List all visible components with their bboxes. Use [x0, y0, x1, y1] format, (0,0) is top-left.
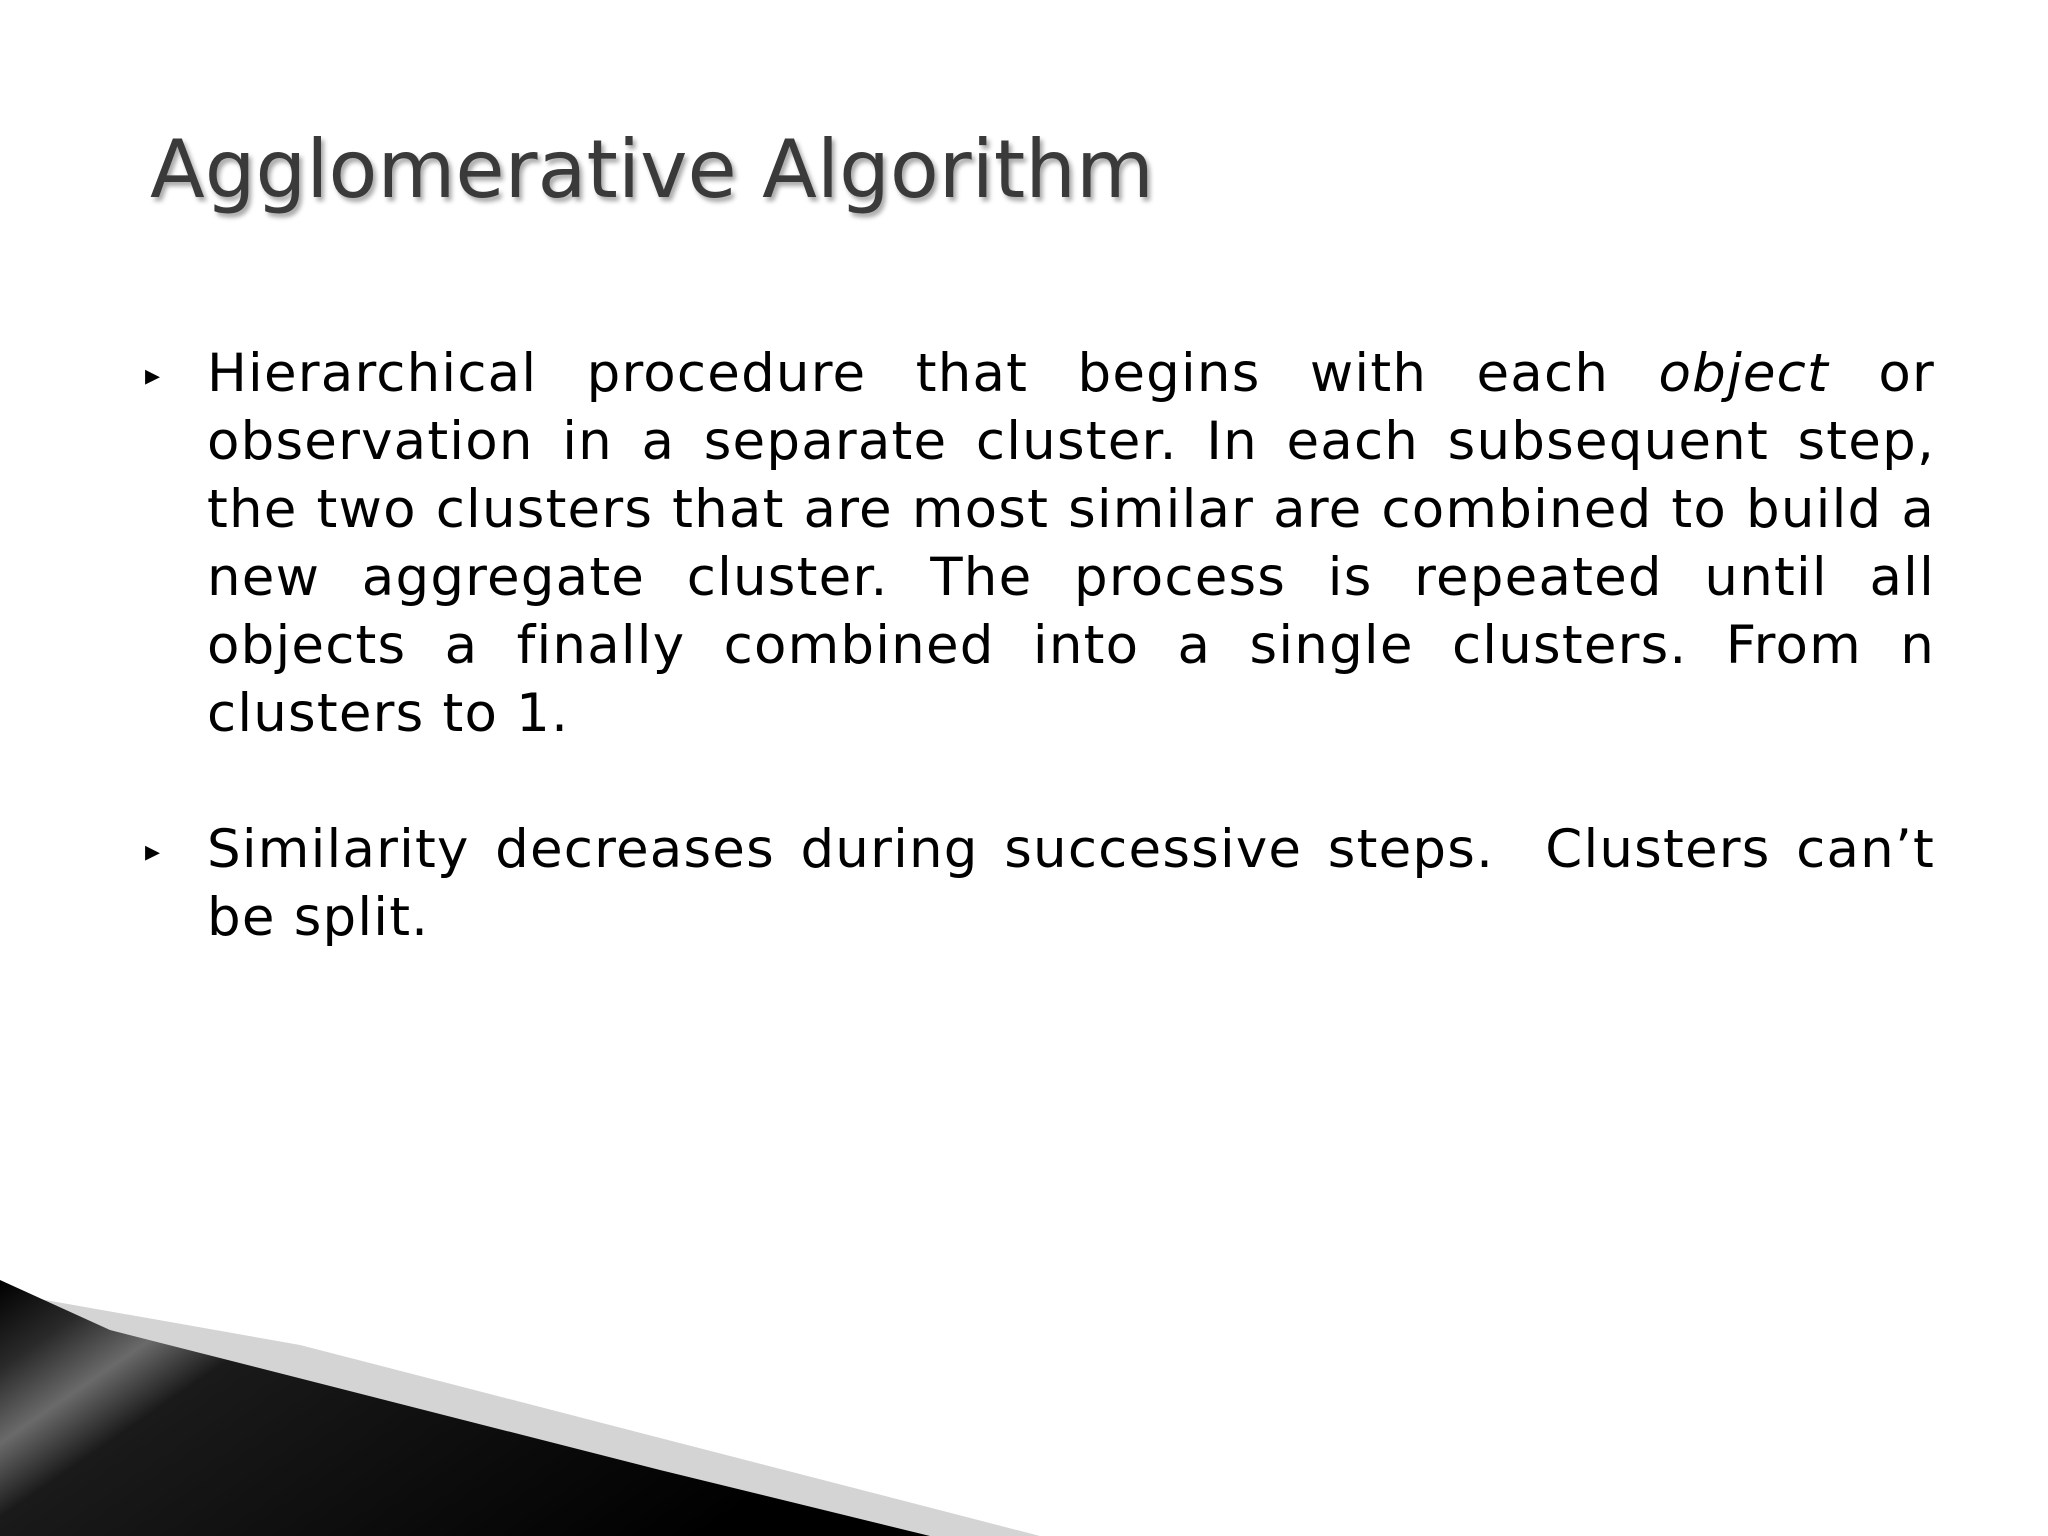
bullet-item-1: [145, 340, 1935, 748]
bullet-list: [145, 340, 1935, 1020]
triangle-bullet-icon: ▸: [145, 358, 162, 393]
decorative-swoosh: [0, 1280, 2048, 1536]
bullet-1-text-start: Hierarchical procedure that begins with each: [207, 343, 1659, 404]
bullet-1-emphasis: object: [1658, 343, 1829, 404]
bullet-2-text: Similarity decreases during successive steps. Clusters can’t be split.: [207, 819, 1935, 948]
slide-title: Agglomerative Algorithm: [150, 123, 1154, 216]
bullet-1-text-end: or observation in a separate cluster. In each subsequent step, the two clusters that are most similar are combined to build a new aggregate cluster. The process is repeated until all objects a finally combined into a single clusters. From n clusters to 1.: [207, 343, 1935, 744]
triangle-bullet-icon: ▸: [145, 834, 162, 869]
bullet-item-2: [145, 816, 1935, 952]
